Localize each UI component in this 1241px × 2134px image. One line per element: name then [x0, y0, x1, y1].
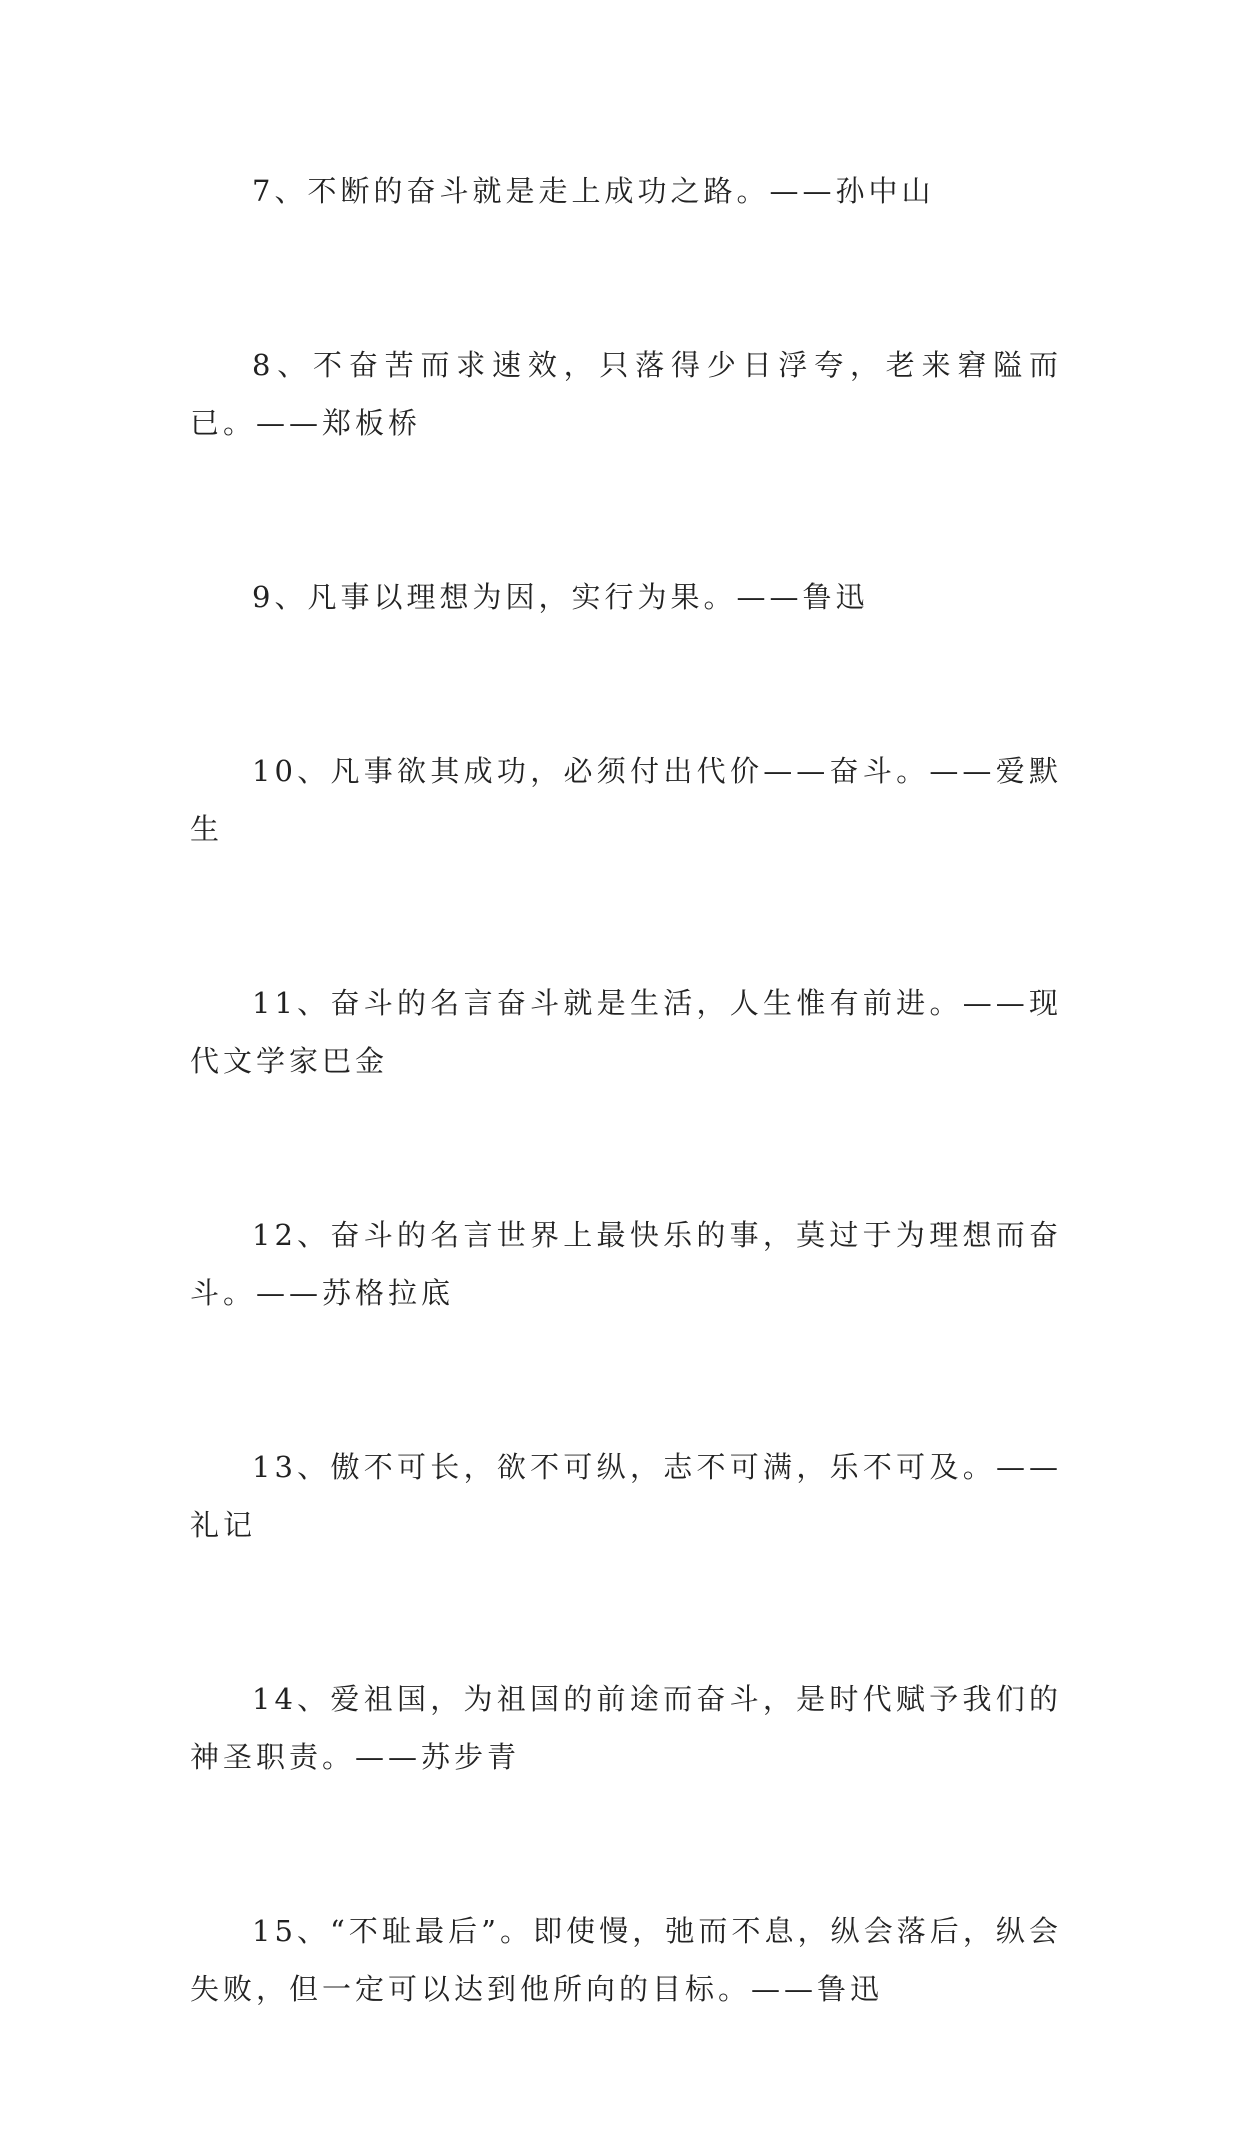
quote-item-14: 14、爱祖国，为祖国的前途而奋斗，是时代赋予我们的神圣职责。——苏步青 — [190, 1682, 1062, 1774]
quote-item-9: 9、凡事以理想为因，实行为果。——鲁迅 — [252, 580, 869, 614]
quote-item-15: 15、“不耻最后”。即使慢，弛而不息，纵会落后，纵会失败，但一定可以达到他所向的目标。——鲁迅 — [190, 1914, 1062, 2006]
quote-item-8: 8、不奋苦而求速效，只落得少日浮夸，老来窘隘而已。——郑板桥 — [190, 348, 1062, 440]
quote-item-7: 7、不断的奋斗就是走上成功之路。——孙中山 — [252, 174, 935, 208]
quote-item-13: 13、傲不可长，欲不可纵，志不可满，乐不可及。——礼记 — [190, 1450, 1062, 1542]
quote-item-11: 11、奋斗的名言奋斗就是生活，人生惟有前进。——现代文学家巴金 — [190, 986, 1062, 1078]
quote-list — [190, 162, 1062, 2134]
quote-item-12: 12、奋斗的名言世界上最快乐的事，莫过于为理想而奋斗。——苏格拉底 — [190, 1218, 1062, 1310]
quote-item-10: 10、凡事欲其成功，必须付出代价——奋斗。——爱默生 — [190, 754, 1062, 846]
